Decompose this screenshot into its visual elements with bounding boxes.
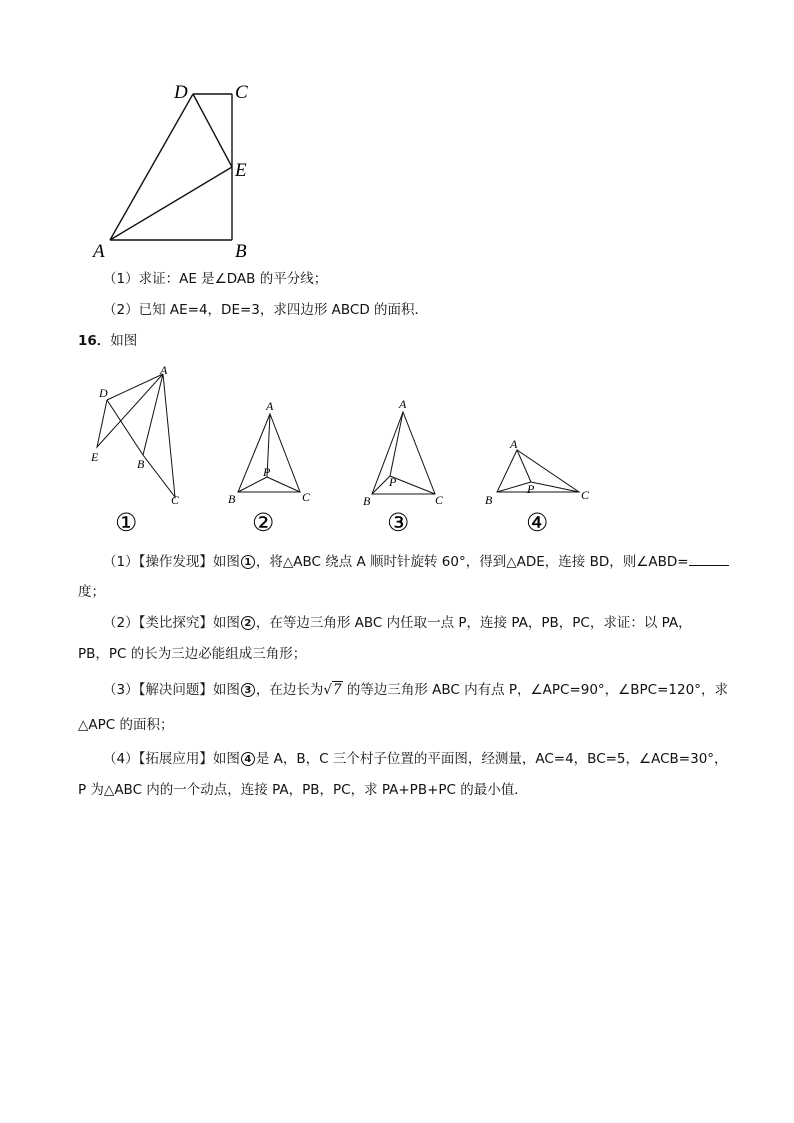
fig2-label-b: B xyxy=(228,492,236,506)
fig3-label-a: A xyxy=(399,397,407,411)
q16-part3-line2: △APC 的面积； xyxy=(78,717,174,733)
fig2-label-a: A xyxy=(266,399,274,413)
q16-part1-line1 xyxy=(103,552,783,571)
fig2-number: ② xyxy=(252,510,275,537)
label-d: D xyxy=(174,82,188,103)
q16-part3-text-b: ，在边长为 xyxy=(255,682,324,698)
sqrt-radicand: 7 xyxy=(332,682,342,698)
fig3-label-p: P xyxy=(389,475,397,489)
fig1-label-d: D xyxy=(99,386,108,400)
q16-part1-text-a: （1）【操作发现】如图 xyxy=(103,554,240,570)
q16-part4-line1 xyxy=(103,750,783,768)
q16-part2-text-a: （2）【类比探究】如图 xyxy=(103,615,240,631)
q16-part2-line1 xyxy=(103,614,783,632)
fig1-label-c: C xyxy=(171,493,180,507)
q16-part3-text-a: （3）【解决问题】如图 xyxy=(103,682,240,698)
answer-blank[interactable] xyxy=(689,552,729,566)
q16-part4-text-a: （4）【拓展应用】如图 xyxy=(103,751,240,767)
figure-quadrilateral-abcd xyxy=(85,72,265,262)
q16-part2-line2: PB，PC 的长为三边必能组成三角形； xyxy=(78,646,307,662)
q16-part3-text-b2: 的等边三角形 ABC 内有点 P，∠APC=90°，∠BPC=120°，求 xyxy=(342,682,728,698)
q16-part4-text-b: 是 A，B，C 三个村子位置的平面图，经测量，AC=4，BC=5，∠ACB=30°， xyxy=(255,751,728,767)
circled-number-4: 4 xyxy=(241,752,255,766)
question-16-header xyxy=(78,332,758,350)
q16-part4-line2: P 为△ABC 内的一个动点，连接 PA，PB，PC，求 PA+PB+PC 的最小值． xyxy=(78,782,528,798)
fig4-label-a: A xyxy=(510,437,518,451)
fig3-number: ③ xyxy=(387,510,410,537)
label-e: E xyxy=(235,160,247,181)
figure-row xyxy=(85,362,605,537)
sqrt-expression xyxy=(323,681,342,698)
q16-part3-line1 xyxy=(103,681,783,699)
fig2-label-p: P xyxy=(263,465,271,479)
q16-part1-text-b: ，将△ABC 绕点 A 顺时针旋转 60°，得到△ADE，连接 BD，则∠ABD= xyxy=(255,554,689,570)
question-number: 16． xyxy=(78,333,111,349)
circled-number-1: 1 xyxy=(241,555,255,569)
label-c: C xyxy=(235,82,248,103)
fig4-label-c: C xyxy=(581,488,590,502)
fig2-label-c: C xyxy=(302,490,311,504)
fig4-label-b: B xyxy=(485,493,493,507)
fig4-number: ④ xyxy=(526,510,549,537)
label-a: A xyxy=(93,241,105,262)
question-title: 如图 xyxy=(110,333,138,349)
q16-part1-line2: 度； xyxy=(78,584,105,600)
fig3-label-b: B xyxy=(363,494,371,508)
circled-number-2: 2 xyxy=(241,616,255,630)
fig1-number: ① xyxy=(115,510,138,537)
circled-number-3: 3 xyxy=(241,683,255,697)
fig1-label-e: E xyxy=(91,450,99,464)
sqrt-sign: √ xyxy=(323,682,332,698)
fig3-label-c: C xyxy=(435,493,444,507)
fig1-label-a: A xyxy=(160,363,168,377)
label-b: B xyxy=(235,241,247,262)
prev-question-part1: （1）求证：AE 是∠DAB 的平分线； xyxy=(103,271,328,287)
fig4-label-p: P xyxy=(527,482,535,496)
q16-part2-text-b: ，在等边三角形 ABC 内任取一点 P，连接 PA，PB，PC，求证：以 PA， xyxy=(255,615,692,631)
prev-question-part2: （2）已知 AE=4，DE=3，求四边形 ABCD 的面积． xyxy=(103,302,429,318)
fig1-label-b: B xyxy=(137,457,145,471)
